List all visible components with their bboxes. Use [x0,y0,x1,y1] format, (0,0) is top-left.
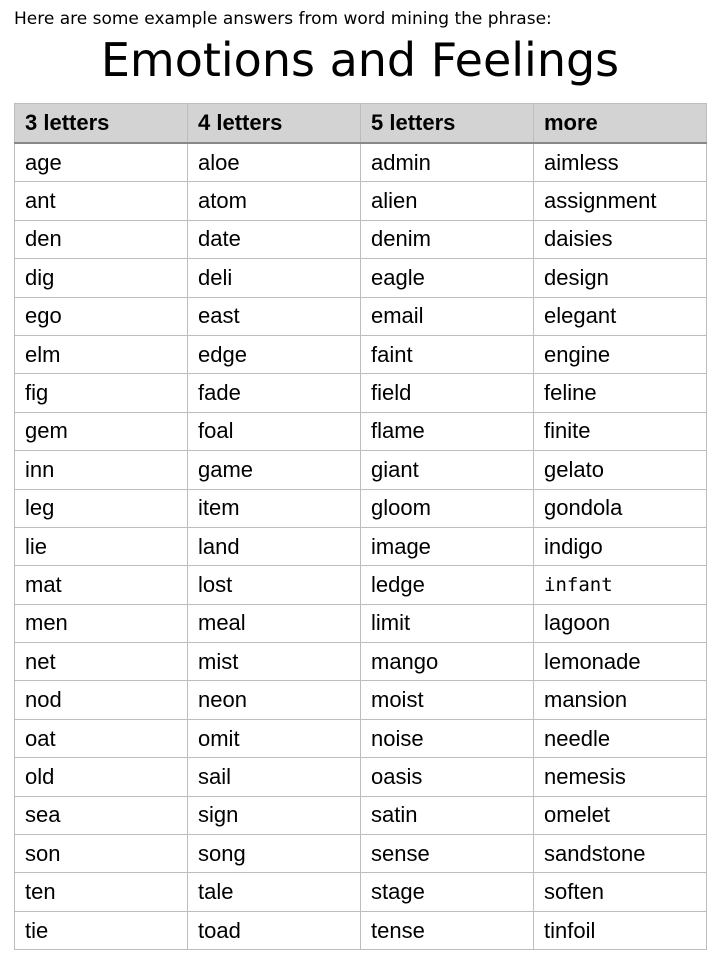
3-letter-word-cell: fig [15,374,188,412]
4-letter-word-cell: date [188,220,361,258]
5-letter-word-cell: sense [361,835,534,873]
4-letter-word-cell: song [188,835,361,873]
table-row [15,911,707,949]
long-word-cell: gondola [534,489,707,527]
3-letter-word-cell: inn [15,451,188,489]
3-letter-word-cell: elm [15,335,188,373]
3-letter-word-cell: son [15,835,188,873]
3-letter-word-cell: sea [15,796,188,834]
table-row [15,220,707,258]
table-row [15,758,707,796]
header-more: more [534,104,707,144]
long-word-cell: tinfoil [534,911,707,949]
3-letter-word-cell: dig [15,259,188,297]
4-letter-word-cell: sail [188,758,361,796]
long-word-cell: daisies [534,220,707,258]
5-letter-word-cell: faint [361,335,534,373]
long-word-cell: infant [534,566,707,604]
header-5-letters: 5 letters [361,104,534,144]
5-letter-word-cell: denim [361,220,534,258]
long-word-cell: lemonade [534,643,707,681]
table-row [15,335,707,373]
5-letter-word-cell: noise [361,719,534,757]
4-letter-word-cell: meal [188,604,361,642]
table-row [15,566,707,604]
4-letter-word-cell: toad [188,911,361,949]
table-row [15,451,707,489]
table-row [15,796,707,834]
4-letter-word-cell: fade [188,374,361,412]
3-letter-word-cell: nod [15,681,188,719]
4-letter-word-cell: atom [188,182,361,220]
long-word-cell: aimless [534,143,707,182]
word-table [14,103,707,950]
5-letter-word-cell: admin [361,143,534,182]
table-row [15,259,707,297]
5-letter-word-cell: limit [361,604,534,642]
5-letter-word-cell: ledge [361,566,534,604]
long-word-cell: finite [534,412,707,450]
3-letter-word-cell: tie [15,911,188,949]
long-word-cell: nemesis [534,758,707,796]
5-letter-word-cell: oasis [361,758,534,796]
table-row [15,835,707,873]
3-letter-word-cell: age [15,143,188,182]
long-word-cell: omelet [534,796,707,834]
4-letter-word-cell: game [188,451,361,489]
3-letter-word-cell: lie [15,527,188,565]
4-letter-word-cell: edge [188,335,361,373]
5-letter-word-cell: eagle [361,259,534,297]
header-3-letters: 3 letters [15,104,188,144]
3-letter-word-cell: den [15,220,188,258]
4-letter-word-cell: neon [188,681,361,719]
long-word-cell: assignment [534,182,707,220]
long-word-cell: lagoon [534,604,707,642]
5-letter-word-cell: email [361,297,534,335]
5-letter-word-cell: field [361,374,534,412]
4-letter-word-cell: foal [188,412,361,450]
5-letter-word-cell: stage [361,873,534,911]
long-word-cell: gelato [534,451,707,489]
long-word-cell: soften [534,873,707,911]
table-row [15,489,707,527]
3-letter-word-cell: oat [15,719,188,757]
table-row [15,143,707,182]
5-letter-word-cell: image [361,527,534,565]
5-letter-word-cell: gloom [361,489,534,527]
4-letter-word-cell: omit [188,719,361,757]
long-word-cell: elegant [534,297,707,335]
long-word-cell: needle [534,719,707,757]
table-row [15,681,707,719]
3-letter-word-cell: mat [15,566,188,604]
3-letter-word-cell: men [15,604,188,642]
table-row [15,873,707,911]
3-letter-word-cell: ant [15,182,188,220]
4-letter-word-cell: tale [188,873,361,911]
long-word-cell: sandstone [534,835,707,873]
table-row [15,297,707,335]
page-title: Emotions and Feelings [100,33,620,87]
long-word-cell: indigo [534,527,707,565]
4-letter-word-cell: item [188,489,361,527]
5-letter-word-cell: alien [361,182,534,220]
3-letter-word-cell: leg [15,489,188,527]
3-letter-word-cell: gem [15,412,188,450]
3-letter-word-cell: net [15,643,188,681]
5-letter-word-cell: satin [361,796,534,834]
long-word-cell: design [534,259,707,297]
5-letter-word-cell: flame [361,412,534,450]
long-word-cell: engine [534,335,707,373]
intro-text: Here are some example answers from word mining the phrase: [14,9,552,29]
table-row [15,182,707,220]
5-letter-word-cell: moist [361,681,534,719]
table-row [15,719,707,757]
4-letter-word-cell: lost [188,566,361,604]
table-header-row [15,104,707,144]
4-letter-word-cell: deli [188,259,361,297]
table-body [15,143,707,950]
table-row [15,374,707,412]
4-letter-word-cell: sign [188,796,361,834]
5-letter-word-cell: mango [361,643,534,681]
4-letter-word-cell: mist [188,643,361,681]
3-letter-word-cell: ego [15,297,188,335]
table-row [15,527,707,565]
4-letter-word-cell: land [188,527,361,565]
long-word-cell: mansion [534,681,707,719]
3-letter-word-cell: ten [15,873,188,911]
3-letter-word-cell: old [15,758,188,796]
long-word-cell: feline [534,374,707,412]
table-row [15,643,707,681]
table-row [15,412,707,450]
5-letter-word-cell: tense [361,911,534,949]
4-letter-word-cell: aloe [188,143,361,182]
4-letter-word-cell: east [188,297,361,335]
5-letter-word-cell: giant [361,451,534,489]
header-4-letters: 4 letters [188,104,361,144]
table-row [15,604,707,642]
